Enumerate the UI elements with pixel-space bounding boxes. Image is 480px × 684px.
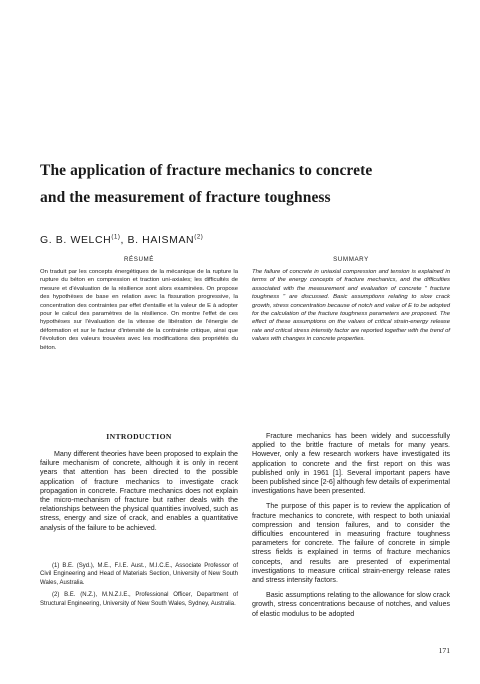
body-paragraph: The purpose of this paper is to review the application of fracture mechanics to concrete, with respect to both uniaxial compression and tension failures, and to consider the difficulties encountered in measuring fracture toughness parameters for concrete. The failure of concrete in simple stress fields is explained in terms of fracture mechanics concepts, and results are presented of experimental investigations to measure critical strain-energy release rates and stress intensity factors.: [252, 502, 450, 585]
summary-text: The failure of concrete in uniaxial compression and tension is explained in terms of the energy concepts of fracture mechanics, and the difficulties associated with the measurement and evaluation of concrete " fracture toughness " are discussed. Basic assumptions relating to slow crack growth, stress concentration because of notch and value of E to be adopted for the calculation of the fracture toughness parameters are proposed. The effect of these assumptions on the values of critical strain-energy release rate and critical stress intensity factor are reported together with the trend of values with changes in concrete properties.: [252, 269, 450, 343]
footnote: [40, 591, 238, 608]
body-paragraph: Fracture mechanics has been widely and successfully applied to the brittle fracture of metals for many years. However, only a few research workers have investigated its application to concrete and the first report on this was published only in 1961 [1]. Several important papers have been published since [2-6] although few details of experimental investigations have been presented.: [252, 432, 450, 496]
author-name: B. HAISMAN: [127, 234, 195, 246]
footnote-mark: (1): [111, 234, 121, 241]
intro-left-column: [40, 450, 238, 533]
body-paragraph: Basic assumptions relating to the allowance for slow crack growth, stress concentrations because of notches, and values of elastic modulus to be adopted: [252, 591, 450, 618]
author-name: G. B. WELCH: [40, 234, 112, 246]
footnote-text: B.E. (Syd.), M.E., F.I.E. Aust., M.I.C.E., Associate Professor of Civil Engineering and Head of Materials Section, University of New South Wales, Australia.: [40, 563, 238, 586]
footnote: [40, 562, 238, 587]
footnote-mark: (2): [52, 592, 60, 599]
author-separator: ,: [120, 234, 128, 246]
resume-text: On traduit par les concepts énergétiques de la mécanique de la rupture la rupture du béton en compression et traction uni-axiales; les difficultés de mesure et d'évaluation de la résilience sont alors examinées. On propose des hypothèses de base en relation avec la fissuration progressive, la concentration des contraintes par effet d'entaille et la valeur de E à adopter pour le calcul des paramètres de la résilience. On montre l'effet de ces hypothèses sur l'évaluation de la vitesse de libération de l'énergie de déformation et sur le facteur d'intensité de la contrainte critique, ainsi que l'évolution des valeurs trouvées avec les modifications des propriétés du béton.: [40, 269, 238, 351]
paper-title-line-2: and the measurement of fracture toughness: [40, 189, 331, 206]
author-line: [40, 234, 460, 246]
paper-title-line-1: The application of fracture mechanics to concrete: [40, 162, 373, 179]
footnotes: [40, 562, 238, 612]
page-number: 171: [438, 646, 450, 655]
footnote-mark: (2): [194, 234, 204, 241]
footnote-mark: (1): [52, 563, 60, 569]
section-heading-introduction: INTRODUCTION: [106, 432, 172, 441]
summary-heading: SUMMARY: [333, 256, 369, 263]
intro-right-column: [252, 432, 450, 619]
body-paragraph: Many different theories have been proposed to explain the failure mechanism of concrete, although it is only in recent years that attention has been directed to the possible application of fracture mechanics to investigate crack propagation in concrete. Fracture mechanics does not explain the micro-mechanism of fracture but rather deals with the relationships between the physical quantities involved, such as stress, energy and size of crack, and enables a quantitative analysis of the failure to be achieved.: [40, 450, 238, 532]
resume-heading: RÉSUMÉ: [123, 256, 155, 263]
footnote-text: B.E. (N.Z.), M.N.Z.I.E., Professional Officer, Department of Structural Engineering, University of New South Wales, Sydney, Australia.: [40, 592, 238, 607]
